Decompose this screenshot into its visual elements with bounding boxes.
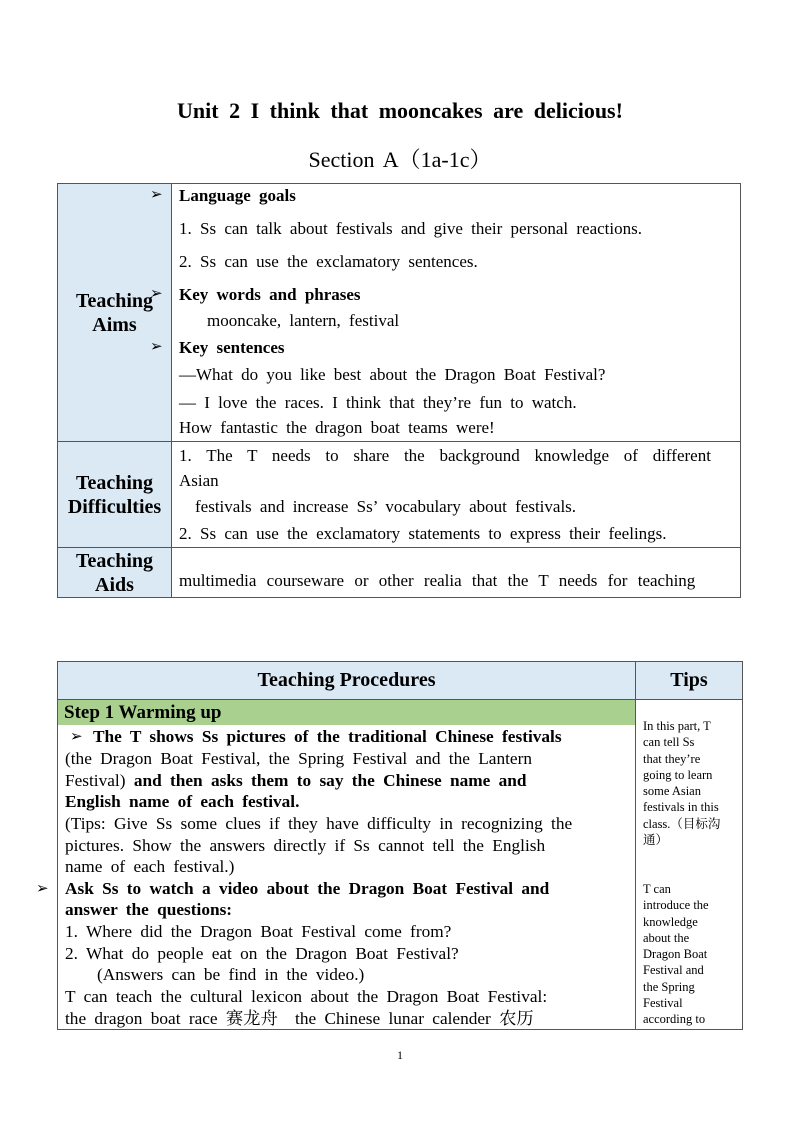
difficulty-line-1: 1. The T needs to share the background knowledge of different xyxy=(179,446,711,465)
procedure-2-line-1: Ask Ss to watch a video about the Dragon Boat Festival and xyxy=(65,879,550,898)
goal-1: 1. Ss can talk about festivals and give their personal reactions. xyxy=(179,219,642,238)
key-sentences-heading: Key sentences xyxy=(179,338,285,357)
arrow-bullet-icon: ➢ xyxy=(36,881,49,897)
key-sentence-1: —What do you like best about the Dragon Boat Festival? xyxy=(179,365,606,384)
lexicon-line-2: the dragon boat race 赛龙舟 the Chinese lunar calender 农历 xyxy=(65,1009,534,1028)
procedure-1-tip-line-3: name of each festival.) xyxy=(65,857,235,876)
procedure-1-line-2: (the Dragon Boat Festival, the Spring Festival and the Lantern xyxy=(65,749,532,768)
procedure-1-tip-line-2: pictures. Show the answers directly if Ss cannot tell the English xyxy=(65,836,546,855)
arrow-bullet-icon: ➢ xyxy=(70,729,83,745)
document-title: Unit 2 I think that mooncakes are delicious! xyxy=(177,98,623,123)
goal-2: 2. Ss can use the exclamatory sentences. xyxy=(179,252,478,271)
teaching-procedures-header: Teaching Procedures xyxy=(57,661,636,700)
arrow-bullet-icon: ➢ xyxy=(150,187,163,203)
lexicon-line-1: T can teach the cultural lexicon about the Dragon Boat Festival: xyxy=(65,987,548,1006)
procedure-2-line-2: answer the questions: xyxy=(65,900,233,919)
key-words-list: mooncake, lantern, festival xyxy=(207,311,400,330)
tips-header: Tips xyxy=(635,661,743,700)
teaching-difficulties-label: Teaching Difficulties xyxy=(57,441,172,548)
arrow-bullet-icon: ➢ xyxy=(150,339,163,355)
procedure-1-line-3: Festival) and then asks them to say the Chinese name and xyxy=(65,771,527,790)
procedure-1-line-1: The T shows Ss pictures of the traditional Chinese festivals xyxy=(93,727,562,746)
language-goals-heading: Language goals xyxy=(179,186,296,205)
difficulty-line-2: Asian xyxy=(179,471,219,490)
question-2: 2. What do people eat on the Dragon Boat Festival? xyxy=(65,944,459,963)
arrow-bullet-icon: ➢ xyxy=(150,286,163,302)
difficulty-line-3: festivals and increase Ss’ vocabulary about festivals. xyxy=(195,497,577,516)
answers-note: (Answers can be find in the video.) xyxy=(97,965,365,984)
key-sentence-2: — I love the races. I think that they’re fun to watch. xyxy=(179,393,577,412)
page-number: 1 xyxy=(397,1048,403,1062)
teaching-aids-text: multimedia courseware or other realia that the T needs for teaching xyxy=(179,571,696,590)
key-sentence-3: How fantastic the dragon boat teams were! xyxy=(179,418,495,437)
procedure-1-line-4: English name of each festival. xyxy=(65,792,300,811)
teaching-aims-label: Teaching Aims xyxy=(57,183,172,442)
key-words-heading: Key words and phrases xyxy=(179,285,361,304)
step-1-title: Step 1 Warming up xyxy=(58,700,636,725)
document-subtitle: Section A（1a-1c） xyxy=(308,147,492,172)
difficulty-line-4: 2. Ss can use the exclamatory statements to express their feelings. xyxy=(179,524,667,543)
teaching-aids-label: Teaching Aids xyxy=(57,547,172,598)
tip-1: In this part, T can tell Ss that they’re going to learn some Asian festivals in this class.（目标沟 通） xyxy=(643,719,721,848)
question-1: 1. Where did the Dragon Boat Festival come from? xyxy=(65,922,452,941)
tip-2: T can introduce the knowledge about the Dragon Boat Festival and the Spring Festival according to xyxy=(643,882,709,1027)
procedure-1-tip-line-1: (Tips: Give Ss some clues if they have difficulty in recognizing the xyxy=(65,814,573,833)
